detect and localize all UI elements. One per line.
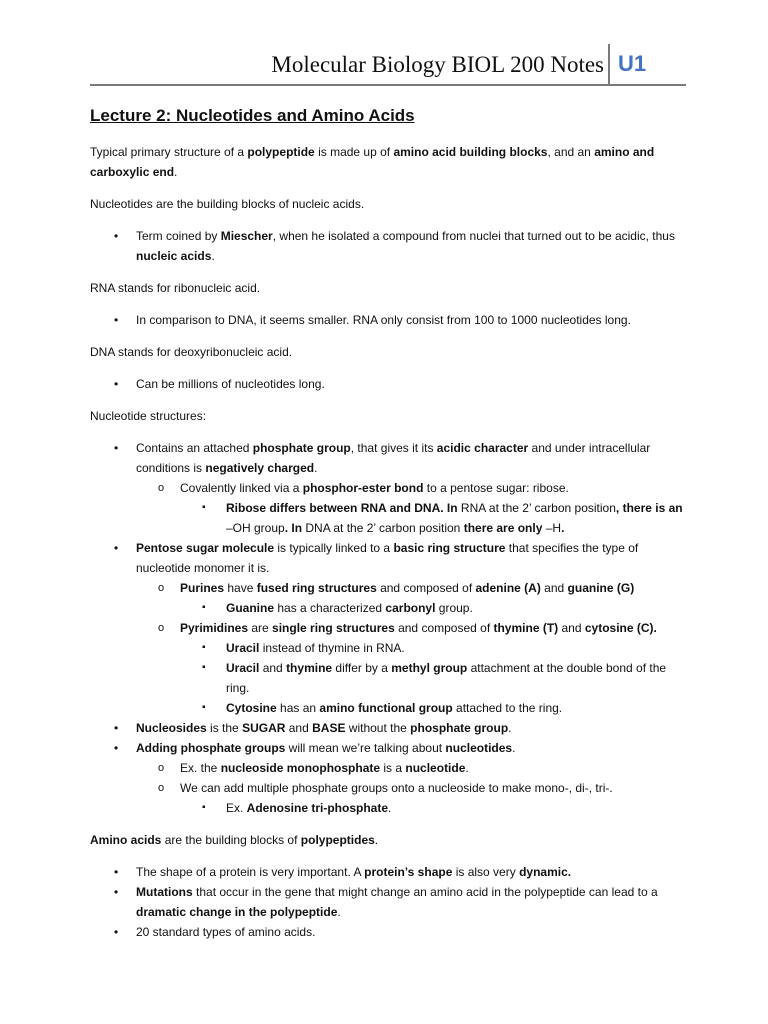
sub-list-item: o Pyrimidines are single ring structures and composed of thymine (T) and cytosine (C). ▪ Uracil instead of thymine in RNA. ▪ Uracil and thymine differ by a methyl group attachment at the double bond of the ring. ▪ Cytosine has an amino functional group attached to the ring. xyxy=(90,618,690,718)
amino-heading: Amino acids are the building blocks of polypeptides. xyxy=(90,833,379,847)
list-item: • Contains an attached phosphate group, that gives it its acidic character and under intracellular conditions is negatively charged. o Covalently linked via a phosphor-ester bond to a pentose sugar: ribose. ▪ Ribose differs between RNA and DNA. In RNA at the 2’ carbon position, there is an –OH group. In DNA at the 2’ carbon position there are only –H. xyxy=(90,438,690,538)
miescher-list xyxy=(90,226,690,266)
list-item: • In comparison to DNA, it seems smaller. RNA only consist from 100 to 1000 nucleotides long. xyxy=(90,310,690,330)
header-divider xyxy=(608,44,610,84)
page-header xyxy=(90,44,686,86)
sub-list-item: o We can add multiple phosphate groups onto a nucleoside to make mono-, di-, tri-. ▪ Ex. Adenosine tri-phosphate. xyxy=(90,778,690,818)
nucleotides-paragraph: Nucleotides are the building blocks of nucleic acids. xyxy=(90,197,365,211)
list-item: • 20 standard types of amino acids. xyxy=(90,922,690,942)
list-item: • Mutations that occur in the gene that might change an amino acid in the polypeptide can lead to a dramatic change in the polypeptide. xyxy=(90,882,690,922)
nucleotide-list xyxy=(90,438,690,818)
intro-paragraph: Typical primary structure of a polypeptide is made up of amino acid building blocks, and an amino and carboxylic end. xyxy=(90,145,655,179)
sub-sub-list-item: ▪ Ex. Adenosine tri-phosphate. xyxy=(90,798,690,818)
list-item: • Term coined by Miescher, when he isolated a compound from nuclei that turned out to be acidic, thus nucleic acids. xyxy=(90,226,690,266)
dna-list xyxy=(90,374,690,394)
rna-list xyxy=(90,310,690,330)
dna-paragraph: DNA stands for deoxyribonucleic acid. xyxy=(90,345,293,359)
sub-sub-list-item: ▪ Ribose differs between RNA and DNA. In RNA at the 2’ carbon position, there is an –OH group. In DNA at the 2’ carbon position there are only –H. xyxy=(90,498,690,538)
header-unit-label: U1 xyxy=(618,51,647,76)
list-item: • Pentose sugar molecule is typically linked to a basic ring structure that specifies the type of nucleotide monomer it is. o Purines have fused ring structures and composed of adenine (A) and guanine (G) ▪ Guanine has a characterized carbonyl group. o Pyrimidines are single ring structures and composed of thymine (T) and cytosine (C). ▪ Uracil instead of thymine in RNA. ▪ Uracil and thymine differ by a methyl group attachment at the double bond of the ring. ▪ Cytosine has an amino functional group attached to the ring. xyxy=(90,538,690,718)
list-item: • Adding phosphate groups will mean we’re talking about nucleotides. o Ex. the nucleoside monophosphate is a nucleotide. o We can add multiple phosphate groups onto a nucleoside to make mono-, di-, tri-. ▪ Ex. Adenosine tri-phosphate. xyxy=(90,738,690,818)
sub-sub-list-item: ▪ Uracil instead of thymine in RNA. xyxy=(90,638,690,658)
nucleotide-heading: Nucleotide structures: xyxy=(90,409,207,423)
document-body xyxy=(90,104,690,954)
list-item: • The shape of a protein is very important. A protein’s shape is also very dynamic. xyxy=(90,862,690,882)
list-item: • Nucleosides is the SUGAR and BASE without the phosphate group. xyxy=(90,718,690,738)
sub-list-item: o Covalently linked via a phosphor-ester bond to a pentose sugar: ribose. ▪ Ribose differs between RNA and DNA. In RNA at the 2’ carbon position, there is an –OH group. In DNA at the 2’ carbon position there are only –H. xyxy=(90,478,690,538)
sub-sub-list-item: ▪ Guanine has a characterized carbonyl group. xyxy=(90,598,690,618)
sub-list-item: o Ex. the nucleoside monophosphate is a nucleotide. xyxy=(90,758,690,778)
header-title: Molecular Biology BIOL 200 Notes xyxy=(271,52,604,77)
lecture-title: Lecture 2: Nucleotides and Amino Acids xyxy=(90,106,415,125)
sub-sub-list-item: ▪ Uracil and thymine differ by a methyl group attachment at the double bond of the ring. xyxy=(90,658,690,698)
list-item: • Can be millions of nucleotides long. xyxy=(90,374,690,394)
sub-list-item: o Purines have fused ring structures and composed of adenine (A) and guanine (G) ▪ Guanine has a characterized carbonyl group. xyxy=(90,578,690,618)
sub-sub-list-item: ▪ Cytosine has an amino functional group attached to the ring. xyxy=(90,698,690,718)
amino-list xyxy=(90,862,690,942)
rna-paragraph: RNA stands for ribonucleic acid. xyxy=(90,281,261,295)
